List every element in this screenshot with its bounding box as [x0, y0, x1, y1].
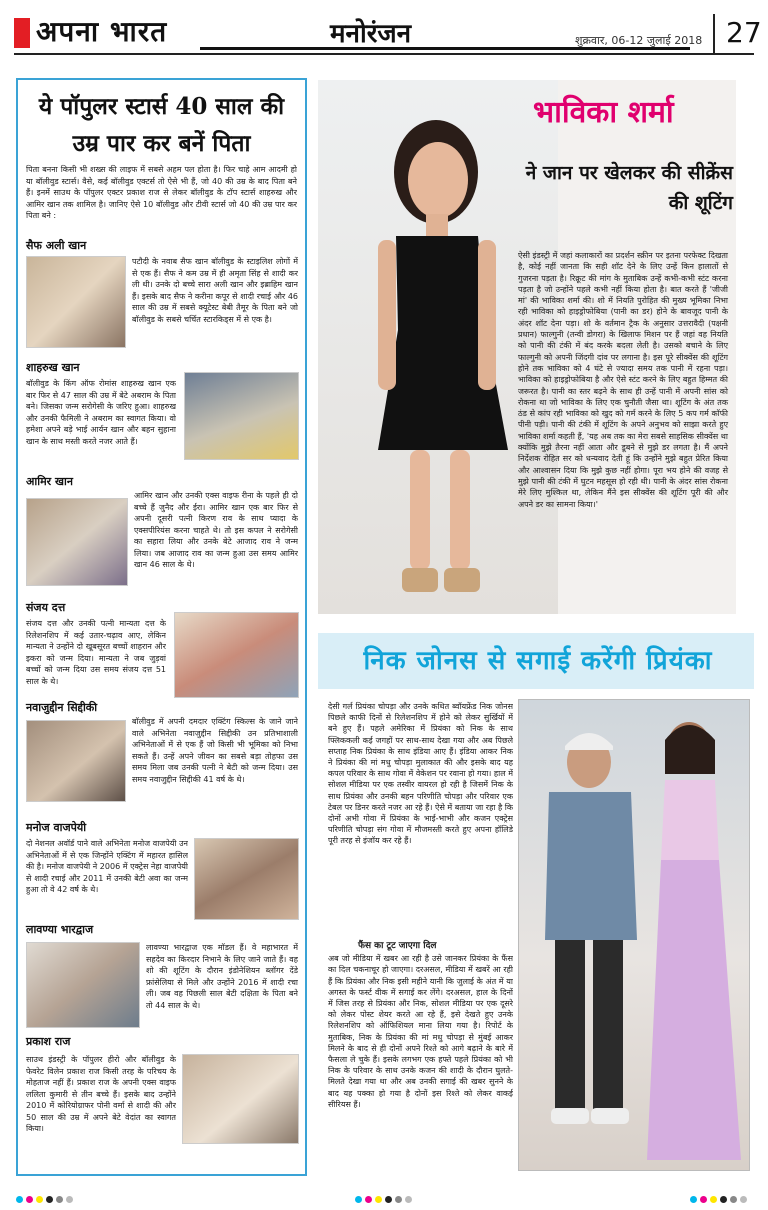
photo-saif: [26, 256, 126, 348]
nick-body: [328, 701, 513, 1167]
page-number: 27: [726, 16, 762, 49]
section-text-manoj: दो नेशनल अवॉर्ड पाने वाले अभिनेता मनोज वाजपेयी उन अभिनेताओं में से एक जिन्होंने एक्टिंग में महारत हासिल की है। मनोज वाजपेयी ने 2006 में एक्ट्रेस नेहा वाजपेयी से शादी रचाई और 2011 में उनकी बेटी अवा का जन्म हुआ तो वे 42 वर्ष के थे।: [26, 839, 188, 894]
left-article: [16, 78, 307, 1176]
feature-subtitle: ने जान पर खेलकर की सीक्रेंस की शूटिंग: [525, 162, 733, 214]
dot-black: [720, 1196, 727, 1203]
footer-color-dots-right: [690, 1188, 750, 1196]
dot-black: [385, 1196, 392, 1203]
dot-magenta: [26, 1196, 33, 1203]
photo-manoj: [194, 838, 299, 920]
section-text-nawaz: बॉलीवुड में अपनी दमदार एक्टिंग स्किल्स के जाने जाने वाले अभिनेता नवाजुद्दीन सिद्दीकी उन प्रतिभाशाली अभिनेताओं में से एक हैं जो किसी भी भूमिका को निभा सकते हैं। उन्हें अपने जीवन का सबसे बड़ा तोहफा उस समय मिला जब उनकी पत्नी ने बेटी को जन्म दिया। उस समय नवाजुद्दीन सिद्दीकी 41 वर्ष के थे।: [132, 717, 298, 784]
dot-lightgray: [405, 1196, 412, 1203]
photo-nick-priyanka: [518, 699, 750, 1171]
section-text-aamir: आमिर खान और उनकी एक्स वाइफ रीना के पहले ही दो बच्चे हैं जुनैद और ईरा। आमिर खान एक बार फिर से अपनी दूसरी पत्नी किरण राव के साथ प्यादा के एक्सपीरियंस करना चाहते थे। तो इस कपल ने सरोगेसी का सहारा लिया और उनके बेटे आजाद राव ने जन्म लिया। जब आजाद राव का जन्म हुआ उस समय आमिर खान 46 साल के थे।: [134, 491, 298, 569]
dot-gray: [395, 1196, 402, 1203]
feature-article: [318, 80, 736, 614]
photo-srk: [184, 372, 299, 460]
dot-lightgray: [740, 1196, 747, 1203]
section-heading-manoj: मनोज वाजपेयी: [26, 821, 87, 834]
left-intro: पिता बनना किसी भी शख्स की लाइफ में सबसे अहम पल होता है। फिर चाहे आम आदमी हो या बॉलीवुड स्टार्स। वैसे, कई बॉलीवुड एक्टर्स तो ऐसे भी हैं, जो 40 की उम्र के बाद पिता बने हैं। इनमें साउथ के पॉपुलर एक्टर प्रकाश राज से लेकर बॉलीवुड के टॉप स्टार्स शाहरुख और आमिर खान तक शामिल है। जानिए ऐसे 10 बॉलीवुड और टीवी स्टार्स जो 40 की उम्र पार कर पिता बने :: [26, 165, 297, 220]
date-line: शुक्रवार, 06-12 जुलाई 2018: [575, 34, 703, 47]
section-heading-aamir: आमिर खान: [26, 475, 73, 488]
section-heading-nawaz: नवाजुद्दीन सिद्दीकी: [26, 701, 98, 714]
couple-silhouette: [519, 700, 749, 1170]
top-rule: [14, 53, 754, 55]
section-text-lavanya: लावण्या भारद्वाज एक मॉडल हैं। वे महाभारत में सहदेव का किरदार निभाने के लिए जाने जाते हैं। वह शो की शूटिंग के दौरान इंडोनेशियन ब्लॉगर देंडे फ्रांसेलिया से मिले और उन्होंने 2016 में शादी रचा ली। जब वह पिछली साल बेटी दक्षिता के पिता बने तो 44 साल के थे।: [146, 943, 298, 1010]
dot-gray: [56, 1196, 63, 1203]
brand-red-block: [14, 18, 30, 48]
section-text-sanjay: संजय दत्त और उनकी पत्नी मान्यता दत्त के रिलेशनशिप में कई उतार-चढ़ाव आए, लेकिन मान्यता ने उन्होंने दो खूबसूरत बच्चों शाहरान और इकरा को जन्म दिया। मान्यता ने जब जुड़वां बच्चों को जन्म दिया उस समय संजय दत्त 51 साल के थे।: [26, 619, 166, 686]
photo-lavanya: [26, 942, 140, 1028]
dot-cyan: [355, 1196, 362, 1203]
photo-sanjay: [174, 612, 299, 698]
section-heading-prakash: प्रकाश राज: [26, 1035, 71, 1048]
section-heading-sanjay: संजय दत्त: [26, 601, 66, 614]
section-heading-srk: शाहरुख खान: [26, 361, 80, 374]
dot-magenta: [365, 1196, 372, 1203]
feature-title: भाविका शर्मा: [533, 95, 674, 130]
section-heading-saif: सैफ अली खान: [26, 239, 87, 252]
nick-article: [318, 633, 754, 1173]
section-text-prakash: साउथ इंडस्ट्री के पॉपुलर हीरो और बॉलीवुड के फेवरेट विलेन प्रकाश राज किसी तरह के परिचय के मोहताज नहीं हैं। प्रकाश राज के अपनी एक्स वाइफ ललिता कुमारी से तीन बच्चे हैं। इसके बाद उन्होंने 2010 में कोरियोग्राफर पोनी वर्मा से शादी की और 50 साल की उम्र में अपने बेटे वेदांत का स्वागत किया।: [26, 1055, 176, 1133]
dot-cyan: [690, 1196, 697, 1203]
feature-body: ऐसी इंडस्ट्री में जहां कलाकारों का प्रदर्शन स्क्रीन पर इतना परफेक्ट दिखता है, कोई नहीं जानता कि सही शॉट देने के लिए उन्हें किन हालातों से गुजरना पड़ता है। रिक्रूट की मांग के मुताबिक उन्हें कभी-कभी स्टंट करना पड़ता है जो उन्होंने पहले कभी नहीं किया होता है। बात करते हैं 'जीजी मां' की भाविका शर्मा की। शो में नियति पुरोहित की मुख्य भूमिका निभा रही भाविका को हाइड्रोफोबिया (पानी का डर) होने के बावजूद पानी के अंदर शॉट देना पड़ा। शो के वर्तमान ट्रैक के अनुसार उत्तरावैदी (पक्षनी प्रधान) फाल्गुनी (तन्वी डोगरा) के खिलाफ मिशन पर हैं जहां वह नियति को पानी की टंकी में बंद करके बदला लेती है। उसको बचाने के लिए फाल्गुनी को अपनी जिंदगी दांव पर लगाना है। इस पूरे सीक्वेंस की शूटिंग होने तक भाविका को 4 घंटे से ज्यादा समय तक पानी में रहना पड़ा। भाविका को हाइड्रोफोबिया है और ऐसे स्टंट करने के लिए बहुत हिम्मत की जरूरत है। पानी का स्तर बढ़ने के साथ ही उन्हें पानी में अपनी सांस को रोकना था जो भाविका के लिए एक चुनौती जैसा था। शूटिंग के अंत तक ठंड से कांप रही भाविका को खुद को गर्म करने के लिए 5 कप गर्म कॉफी पीनी पड़ी। पानी की टंकी में शूटिंग के अपने अनुभव को साझा करते हुए भाविका शर्मा कहती हैं, 'यह अब तक का मेरा सबसे साहसिक सीक्वेंस था क्योंकि मुझे तैरना नहीं आता और डूबने से मुझे डर लगता है। मैं अपने निर्देशक रोहित सर को धन्यवाद देती हूं कि उन्होंने मुझे बहुत प्रेरित किया और आश्वासन दिया कि मुझे कुछ नहीं होगा। पूरा भय होने की वजह से मुझे पानी की टंकी में घुटन महसूस हो रही थी। पानी के अंदर सांस रोकना मेरे लिए मुश्किल था, लेकिन मैंने इस सीक्वेंस की शूटिंग पूरी की और अपने डर का सामना किया।': [518, 251, 728, 509]
dot-lightgray: [66, 1196, 73, 1203]
photo-nawaz: [26, 720, 126, 802]
dot-black: [46, 1196, 53, 1203]
nick-subhead: फैंस का टूट जाएगा दिल: [358, 941, 437, 951]
section-name: मनोरंजन: [330, 19, 412, 49]
section-heading-lavanya: लावण्या भारद्वाज: [26, 923, 94, 936]
nick-body-part-2: अब जो मीडिया में खबर आ रही है उसे जानकर प्रियंका के फैंस का दिल चकनाचूर हो जाएगा। दरअसल, मीडिया में खबरें आ रही हैं कि प्रियंका और निक इसी महीने यानी कि जुलाई के अंत में या अगस्त के फर्स्ट वीक में सगाई कर लेंगे। दरअसल, हाल के दिनों में जिस तरह से प्रियंका और निक, सोशल मीडिया पर एक दूसरे को लेकर पोस्ट शेयर करते आ रहे हैं, इसे देखते हुए उनके रिलेशनशिप को ऑफिशियल माना लिया गया है। रिपोर्ट के मुताबिक, निक के प्रियंका की मां मधु चोपड़ा से मुंबई आकर मिलने के बाद से ही दोनों अपने रिश्ते को आगे बढ़ाने के बारे में फैसला ले चुके हैं। इसके लगभग एक हफ्ते पहले प्रियंका को भी निक के परिवार के साथ उनके कजन की शादी के दौरान घुलते-मिलते देखा गया था और अब उनकी सगाई की खबर सुनने के बाद यह पक्का हो गया है दोनों इस रिश्ते को लेकर वाकई सीरियस हैं।: [328, 954, 513, 1109]
photo-prakash: [182, 1054, 299, 1144]
section-text-srk: बॉलीवुड के किंग ऑफ रोमांस शाहरुख खान एक बार फिर से 47 साल की उम्र में बेटे अबराम के पिता बने। जिसका जन्म सरोगेसी के जरिए हुआ। शाहरुख और उनकी फैमिली ने अबराम का स्वागत किया। वो हमेशा अपने बड़े भाई आर्यन खान और बहन सुहाना खान के साथ मस्ती करते नजर आते हैं।: [26, 379, 176, 446]
dot-gray: [730, 1196, 737, 1203]
dot-yellow: [710, 1196, 717, 1203]
left-headline: ये पॉपुलर स्टार्स 40 साल की उम्र पार कर बनें पिता: [38, 93, 285, 157]
dot-magenta: [700, 1196, 707, 1203]
masthead: [0, 0, 768, 60]
footer-color-dots-center: [355, 1188, 415, 1196]
nick-body-part-1: देसी गर्ल प्रियंका चोपड़ा और उनके कथित ब्वॉयफ्रेंड निक जोनस पिछले काफी दिनों से रिलेशनशिप में होने को लेकर सुर्खियों में बने हुए हैं। पहले अमेरिका में प्रियंका को निक के साथ फ्लिककली कई जगहों पर साथ-साथ देखा गया और अब पिछले सप्ताह निक प्रियंका के साथ इंडिया आए हैं। इंडिया आकर निक ने प्रियंका की मां मधु चोपड़ा मुलाकात की और इसके बाद यह कपल परिवार के साथ गोवा में वेकेशन पर रवाना हो गया। हाल में सोशल मीडिया पर एक तस्वीर वायरल हो रही है जिसमें निक के साथ प्रियंका और उनकी बहन परिणीति चोपड़ा और परिवार एक टेबल पर डिनर करते नजर आ रहे हैं। ऐसे में बताया जा रहा है कि दोनों अभी गोवा में प्रियंका के भाई-भाभी और कजन एक्ट्रेस परिणीति चोपड़ा संग गोवा में मौजमस्ती करते हुए अपना हॉलिडे पूरी तरह से इंजॉय कर रहे हैं।: [328, 702, 513, 846]
photo-aamir: [26, 498, 128, 586]
section-text-saif: पटौदी के नवाब सैफ खान बॉलीवुड के स्टाइलिश लोगों में से एक हैं। सैफ ने कम उम्र में ही अमृता सिंह से शादी कर ली थी। उनके दो बच्चे सारा अली खान और इब्राहिम खान हैं। इसके बाद सैफ ने करीना कपूर से शादी रचाई और 46 साल की उम्र में सबसे क्यूटेस्ट बेबी तैमूर के पिता बने जो बॉलीवुड के सबसे चर्चित स्टारकिड्स में से एक है।: [132, 257, 298, 324]
dot-yellow: [36, 1196, 43, 1203]
dot-cyan: [16, 1196, 23, 1203]
footer-color-dots-left: [16, 1188, 76, 1196]
page-divider: [713, 14, 715, 54]
nick-title: निक जोनस से सगाई करेंगी प्रियंका: [363, 646, 713, 676]
paper-name: अपना भारत: [36, 15, 168, 48]
dot-yellow: [375, 1196, 382, 1203]
